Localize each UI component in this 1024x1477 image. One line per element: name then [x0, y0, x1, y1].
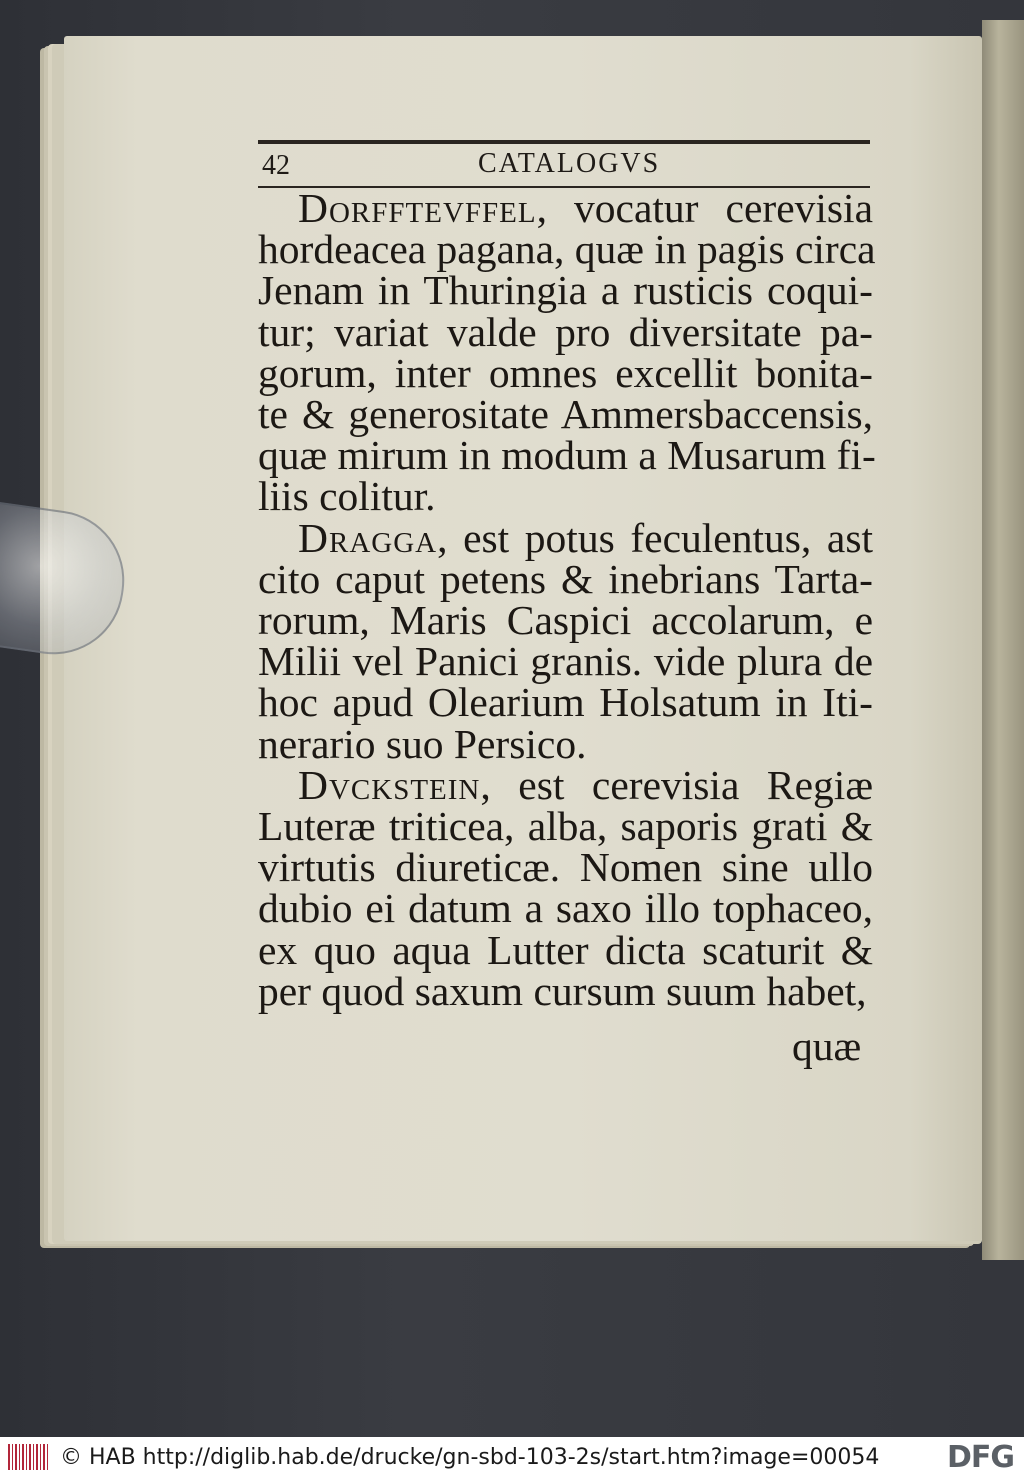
- hab-barcode-icon: [8, 1444, 48, 1470]
- dfg-logo: DFG: [946, 1439, 1014, 1475]
- text-line: [258, 761, 873, 808]
- text-run: per quod saxum cursum suum habet,: [258, 967, 867, 1014]
- text-line: [258, 844, 873, 891]
- text-line: [258, 885, 873, 932]
- page-number: 42: [262, 150, 290, 181]
- text-run: , est cerevisia Regiæ: [480, 761, 873, 808]
- page-body-text: [258, 185, 876, 1014]
- footer-bar: [0, 1437, 1024, 1477]
- text-line: [258, 432, 876, 479]
- text-run: quæ mirum in modum a Musarum fi-: [258, 432, 876, 479]
- entry-headword: Dorfftevffel: [298, 185, 537, 231]
- text-line: [258, 349, 873, 396]
- copyright-url[interactable]: © HAB http://diglib.hab.de/drucke/gn-sbd-103-2s/start.htm?image=00054: [60, 1444, 880, 1470]
- text-run: Luteræ triticea, alba, saporis grati &: [258, 803, 873, 850]
- book-cover-edge: [982, 20, 1024, 1260]
- catchword: quæ: [792, 1023, 862, 1069]
- entry-headword: Dragga: [298, 514, 438, 561]
- running-head: CATALOGVS: [478, 148, 661, 179]
- text-line: [258, 391, 873, 438]
- text-run: , vocatur cerevisia: [536, 185, 873, 231]
- text-run: gorum, inter omnes excellit bonita-: [258, 349, 873, 396]
- text-line: [258, 720, 873, 767]
- text-run: dubio ei datum a saxo illo tophaceo,: [258, 885, 873, 932]
- text-line: [258, 473, 873, 520]
- text-run: ex quo aqua Lutter dicta scaturit &: [258, 926, 873, 973]
- text-line: [258, 514, 873, 561]
- text-run: te & generositate Ammersbaccensis,: [258, 391, 873, 438]
- text-run: Jenam in Thuringia a rusticis coqui-: [258, 267, 873, 314]
- header-rule-top: [258, 140, 870, 144]
- text-run: liis colitur.: [258, 473, 436, 520]
- text-line: [258, 638, 873, 685]
- text-run: tur; variat valde pro diversitate pa-: [258, 308, 873, 355]
- text-run: hoc apud Olearium Holsatum in Iti-: [258, 679, 873, 726]
- text-line: [258, 308, 873, 355]
- entry-headword: Dvckstein: [298, 761, 481, 808]
- text-line: [258, 267, 873, 314]
- text-run: hordeacea pagana, quæ in pagis circa: [258, 226, 876, 273]
- text-line: [258, 967, 873, 1014]
- text-line: [258, 555, 873, 602]
- text-run: Milii vel Panici granis. vide plura de: [258, 638, 873, 685]
- text-line: [258, 226, 876, 273]
- text-run: rorum, Maris Caspici accolarum, e: [258, 597, 873, 644]
- text-line: [258, 803, 873, 850]
- text-run: virtutis diureticæ. Nomen sine ullo: [258, 844, 873, 891]
- text-run: , est potus feculentus, ast: [437, 514, 873, 561]
- text-line: [258, 679, 873, 726]
- text-line: [258, 926, 873, 973]
- text-run: cito caput petens & inebrians Tarta-: [258, 555, 873, 602]
- text-line: [258, 597, 873, 644]
- text-run: nerario suo Persico.: [258, 720, 587, 767]
- text-line: [258, 185, 873, 231]
